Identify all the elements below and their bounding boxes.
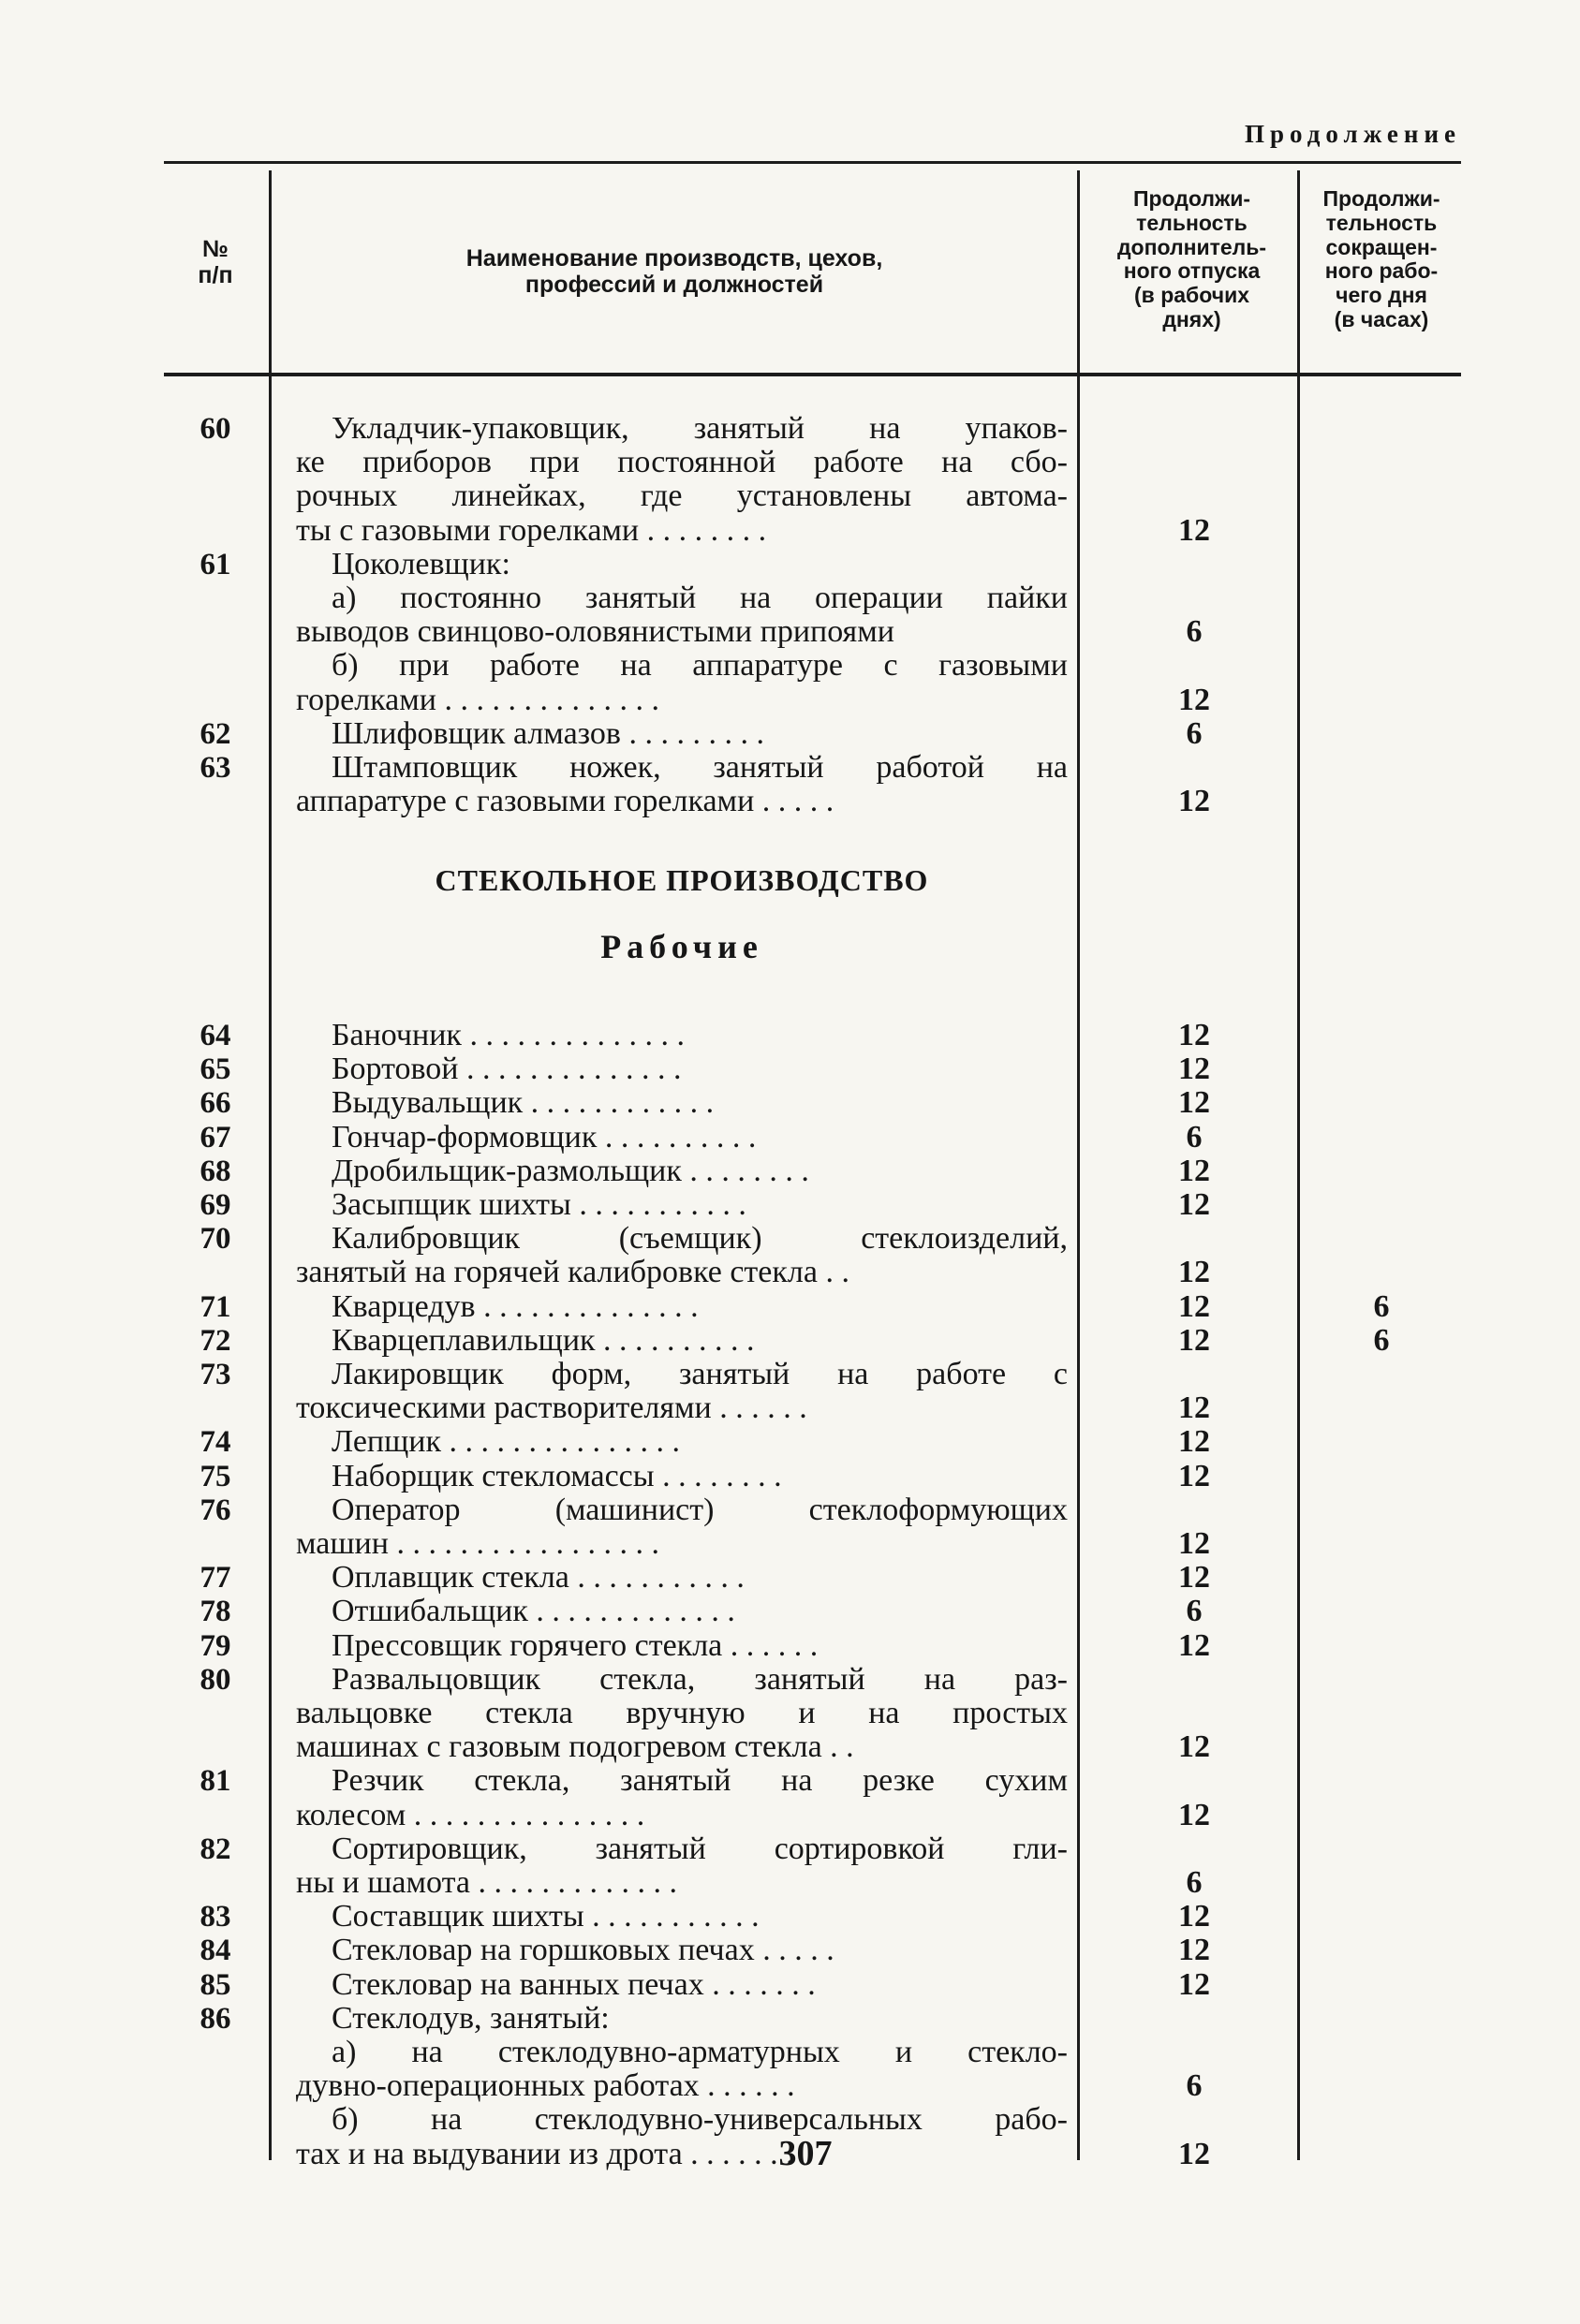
row-number: 80 (199, 1662, 231, 1697)
row-vacation-days: 6 (1186, 1864, 1203, 1900)
row-name (296, 412, 1068, 548)
header-vacation-line: (в рабочих (1134, 283, 1249, 307)
row-name (296, 1629, 1068, 1663)
row-vacation-days: 6 (1186, 614, 1203, 650)
row-vacation-days: 12 (1178, 1255, 1210, 1290)
row-vacation-days: 6 (1186, 1119, 1203, 1155)
header-name-line: профессий и должностей (524, 272, 824, 298)
header-name (318, 245, 1030, 298)
header-vacation-line: ного отпуска (1123, 258, 1261, 284)
row-name-line: Оплавщик стекла . . . . . . . . . . . (332, 1560, 745, 1596)
row-name (296, 1019, 1068, 1052)
row-name (296, 1663, 1068, 1765)
row-vacation-days: 12 (1178, 1153, 1210, 1188)
header-vacation-line: дополнитель- (1116, 234, 1267, 259)
row-number: 85 (199, 1967, 231, 2002)
row-number: 82 (199, 1831, 231, 1866)
row-name (296, 1222, 1068, 1289)
row-name-line: ке приборов при постоянной работе на сбо- (296, 445, 1068, 480)
row-name-line: Наборщик стекломассы . . . . . . . . (332, 1458, 782, 1493)
row-name (296, 1832, 1068, 1900)
row-name (296, 751, 1068, 818)
column-rule-right (1297, 170, 1300, 2160)
row-name (296, 1900, 1068, 1934)
row-name (296, 1493, 1068, 1561)
row-number: 67 (199, 1120, 231, 1155)
row-name-line: занятый на горячей калибровке стекла . . (296, 1255, 849, 1290)
row-name (296, 1290, 1068, 1324)
row-name (296, 1324, 1068, 1358)
row-name-line: тах и на выдувании из дрота . . . . . . . (296, 2136, 794, 2171)
row-name (296, 717, 1068, 751)
row-name-line: б) на стеклодувно-универсальных рабо- (332, 2102, 1068, 2138)
row-name (296, 581, 1068, 649)
section-title: СТЕКОЛЬНОЕ ПРОИЗВОДСТВО (435, 863, 929, 897)
header-vacation-line: днях) (1162, 306, 1221, 331)
header-vacation (1086, 187, 1297, 332)
row-number: 72 (199, 1323, 231, 1358)
row-vacation-days: 12 (1178, 1525, 1210, 1561)
row-name (296, 1764, 1068, 1831)
row-name-line: Сортировщик, занятый сортировкой гли- (332, 1831, 1068, 1866)
row-name (296, 1155, 1068, 1188)
row-vacation-days: 12 (1178, 1187, 1210, 1222)
row-vacation-days: 12 (1178, 1390, 1210, 1426)
row-name-line: Кварцеплавильщик . . . . . . . . . . (332, 1322, 755, 1358)
row-name-line: токсическими растворителями . . . . . . (296, 1390, 807, 1426)
row-name (296, 1358, 1068, 1425)
row-name-line: Стекловар на горшковых печах . . . . . (332, 1933, 834, 1968)
row-vacation-days: 12 (1178, 1797, 1210, 1832)
row-number: 64 (199, 1019, 231, 1052)
row-number: 79 (199, 1628, 231, 1663)
row-name-line: Отшибальщик . . . . . . . . . . . . . (332, 1594, 735, 1629)
row-name (296, 1968, 1068, 2002)
header-shortday-line: чего дня (1336, 283, 1427, 307)
row-vacation-days: 12 (1178, 1085, 1210, 1121)
row-name (296, 649, 1068, 716)
row-name-line: Калибровщик (съемщик) стеклоизделий, (332, 1221, 1068, 1257)
row-name-line: ты с газовыми горелками . . . . . . . . (296, 512, 767, 548)
row-name-line: Выдувальщик . . . . . . . . . . . . (332, 1085, 715, 1121)
row-number: 66 (199, 1086, 231, 1121)
row-number: 62 (199, 716, 231, 751)
header-vacation-line: тельность (1136, 210, 1248, 235)
row-name-line: Кварцедув . . . . . . . . . . . . . . (332, 1288, 699, 1324)
row-name-line: Дробильщик-размольщик . . . . . . . . (332, 1153, 809, 1188)
row-name-line: выводов свинцово-оловянистыми припоями (296, 614, 894, 650)
row-number: 75 (199, 1459, 231, 1493)
row-vacation-days: 12 (1178, 1424, 1210, 1460)
row-vacation-days: 6 (1186, 2068, 1203, 2104)
row-name-line: Составщик шихты . . . . . . . . . . . (332, 1899, 760, 1934)
header-top-rule (164, 161, 1461, 164)
row-name (296, 2103, 1068, 2170)
row-name (296, 1121, 1068, 1155)
header-vacation-line: Продолжи- (1132, 186, 1251, 211)
row-name-line: Развальцовщик стекла, занятый на раз- (332, 1661, 1068, 1697)
row-shortday-hours: 6 (1373, 1288, 1390, 1324)
header-shortday (1302, 187, 1461, 332)
row-name (296, 1595, 1068, 1628)
header-number (178, 236, 253, 288)
row-name (296, 1460, 1068, 1493)
row-vacation-days: 12 (1178, 784, 1210, 819)
continuation-note: Продолжение (1245, 120, 1461, 148)
row-number: 73 (199, 1358, 231, 1391)
header-shortday-line: (в часах) (1334, 306, 1429, 331)
header-number-line: № (202, 236, 229, 262)
row-number: 63 (199, 751, 231, 785)
row-name (296, 1425, 1068, 1459)
row-number: 71 (199, 1289, 231, 1324)
row-name-line: машин . . . . . . . . . . . . . . . . . (296, 1526, 659, 1561)
row-name (296, 1052, 1068, 1086)
row-name-line: горелками . . . . . . . . . . . . . . (296, 682, 659, 717)
row-name-line: Стеклодув, занятый: (332, 2000, 610, 2036)
row-number: 86 (199, 2001, 231, 2036)
row-vacation-days: 12 (1178, 1288, 1210, 1324)
row-vacation-days: 12 (1178, 1458, 1210, 1493)
row-name-line: Цоколевщик: (332, 546, 510, 581)
row-vacation-days: 12 (1178, 1966, 1210, 2002)
row-vacation-days: 12 (1178, 1627, 1210, 1663)
row-name (296, 1934, 1068, 1967)
row-vacation-days: 12 (1178, 1322, 1210, 1358)
row-vacation-days: 12 (1178, 512, 1210, 548)
row-name-line: вальцовке стекла вручную и на простых (296, 1696, 1068, 1730)
row-number: 74 (199, 1425, 231, 1460)
row-name-line: ны и шамота . . . . . . . . . . . . . (296, 1865, 677, 1900)
row-name (296, 2036, 1068, 2103)
row-vacation-days: 12 (1178, 1899, 1210, 1934)
row-name-line: Баночник . . . . . . . . . . . . . . (332, 1018, 685, 1052)
row-name-line: б) при работе на аппаратуре с газовыми (332, 648, 1068, 684)
row-name-line: Шлифовщик алмазов . . . . . . . . . (332, 715, 764, 751)
header-name-line: Наименование производств, цехов, (465, 245, 883, 272)
row-number: 70 (199, 1222, 231, 1257)
header-shortday-line: тельность (1325, 210, 1438, 235)
row-name-line: Стекловар на ванных печах . . . . . . . (332, 1966, 816, 2002)
row-name-line: Лакировщик форм, занятый на работе с (332, 1357, 1068, 1391)
row-name-line: Засыпщик шихты . . . . . . . . . . . (332, 1187, 746, 1222)
column-rule-left (269, 170, 272, 2160)
row-number: 81 (199, 1764, 231, 1799)
row-vacation-days: 12 (1178, 1933, 1210, 1968)
row-name-line: Прессовщик горячего стекла . . . . . . (332, 1627, 819, 1663)
row-name-line: колесом . . . . . . . . . . . . . . . (296, 1797, 645, 1832)
row-name-line: Гончар-формовщик . . . . . . . . . . (332, 1119, 757, 1155)
header-shortday-line: Продолжи- (1322, 186, 1440, 211)
row-name-line: Лепщик . . . . . . . . . . . . . . . (332, 1424, 681, 1460)
row-name (296, 1086, 1068, 1120)
row-name-line: а) на стеклодувно-арматурных и стекло- (332, 2035, 1068, 2069)
row-number: 68 (199, 1154, 231, 1188)
row-shortday-hours: 6 (1373, 1322, 1390, 1358)
column-rule-middle (1077, 170, 1080, 2160)
row-name (296, 2002, 1068, 2036)
row-name-line: Оператор (машинист) стеклоформующих (332, 1492, 1068, 1527)
row-number: 76 (199, 1493, 231, 1527)
row-vacation-days: 12 (1178, 1729, 1210, 1765)
row-name (296, 548, 1068, 581)
row-number: 60 (199, 412, 231, 446)
row-name-line: Резчик стекла, занятый на резке сухим (332, 1763, 1068, 1799)
row-name-line: дувно-операционных работах . . . . . . (296, 2068, 795, 2104)
row-number: 84 (199, 1934, 231, 1968)
header-shortday-line: ного рабо- (1324, 258, 1439, 284)
row-name-line: аппаратуре с газовыми горелками . . . . . (296, 784, 834, 819)
row-number: 61 (199, 547, 231, 581)
row-number: 77 (199, 1561, 231, 1596)
row-vacation-days: 6 (1186, 1594, 1203, 1629)
row-name (296, 1561, 1068, 1595)
row-number: 78 (199, 1595, 231, 1629)
row-vacation-days: 12 (1178, 1052, 1210, 1087)
row-vacation-days: 12 (1178, 1018, 1210, 1052)
row-vacation-days: 12 (1178, 1560, 1210, 1596)
row-vacation-days: 12 (1178, 682, 1210, 717)
row-name-line: а) постоянно занятый на операции пайки (332, 581, 1068, 615)
row-vacation-days: 12 (1178, 2136, 1210, 2171)
row-number: 69 (199, 1188, 231, 1222)
row-name-line: Бортовой . . . . . . . . . . . . . . (332, 1052, 682, 1087)
header-shortday-line: сокращен- (1325, 234, 1438, 259)
page-number: 307 (778, 2134, 833, 2173)
row-name-line: машинах с газовым подогревом стекла . . (296, 1729, 854, 1765)
row-name-line: Штамповщик ножек, занятый работой на (332, 750, 1068, 785)
header-number-line: п/п (198, 262, 233, 288)
row-number: 65 (199, 1052, 231, 1087)
row-name-line: рочных линейках, где установлены автома- (296, 478, 1068, 514)
header-bottom-rule (164, 373, 1461, 376)
row-name (296, 1188, 1068, 1222)
row-number: 83 (199, 1900, 231, 1934)
row-name-line: Укладчик-упаковщик, занятый на упаков- (332, 411, 1068, 446)
row-vacation-days: 6 (1186, 715, 1203, 751)
section-subtitle: Рабочие (600, 928, 763, 965)
